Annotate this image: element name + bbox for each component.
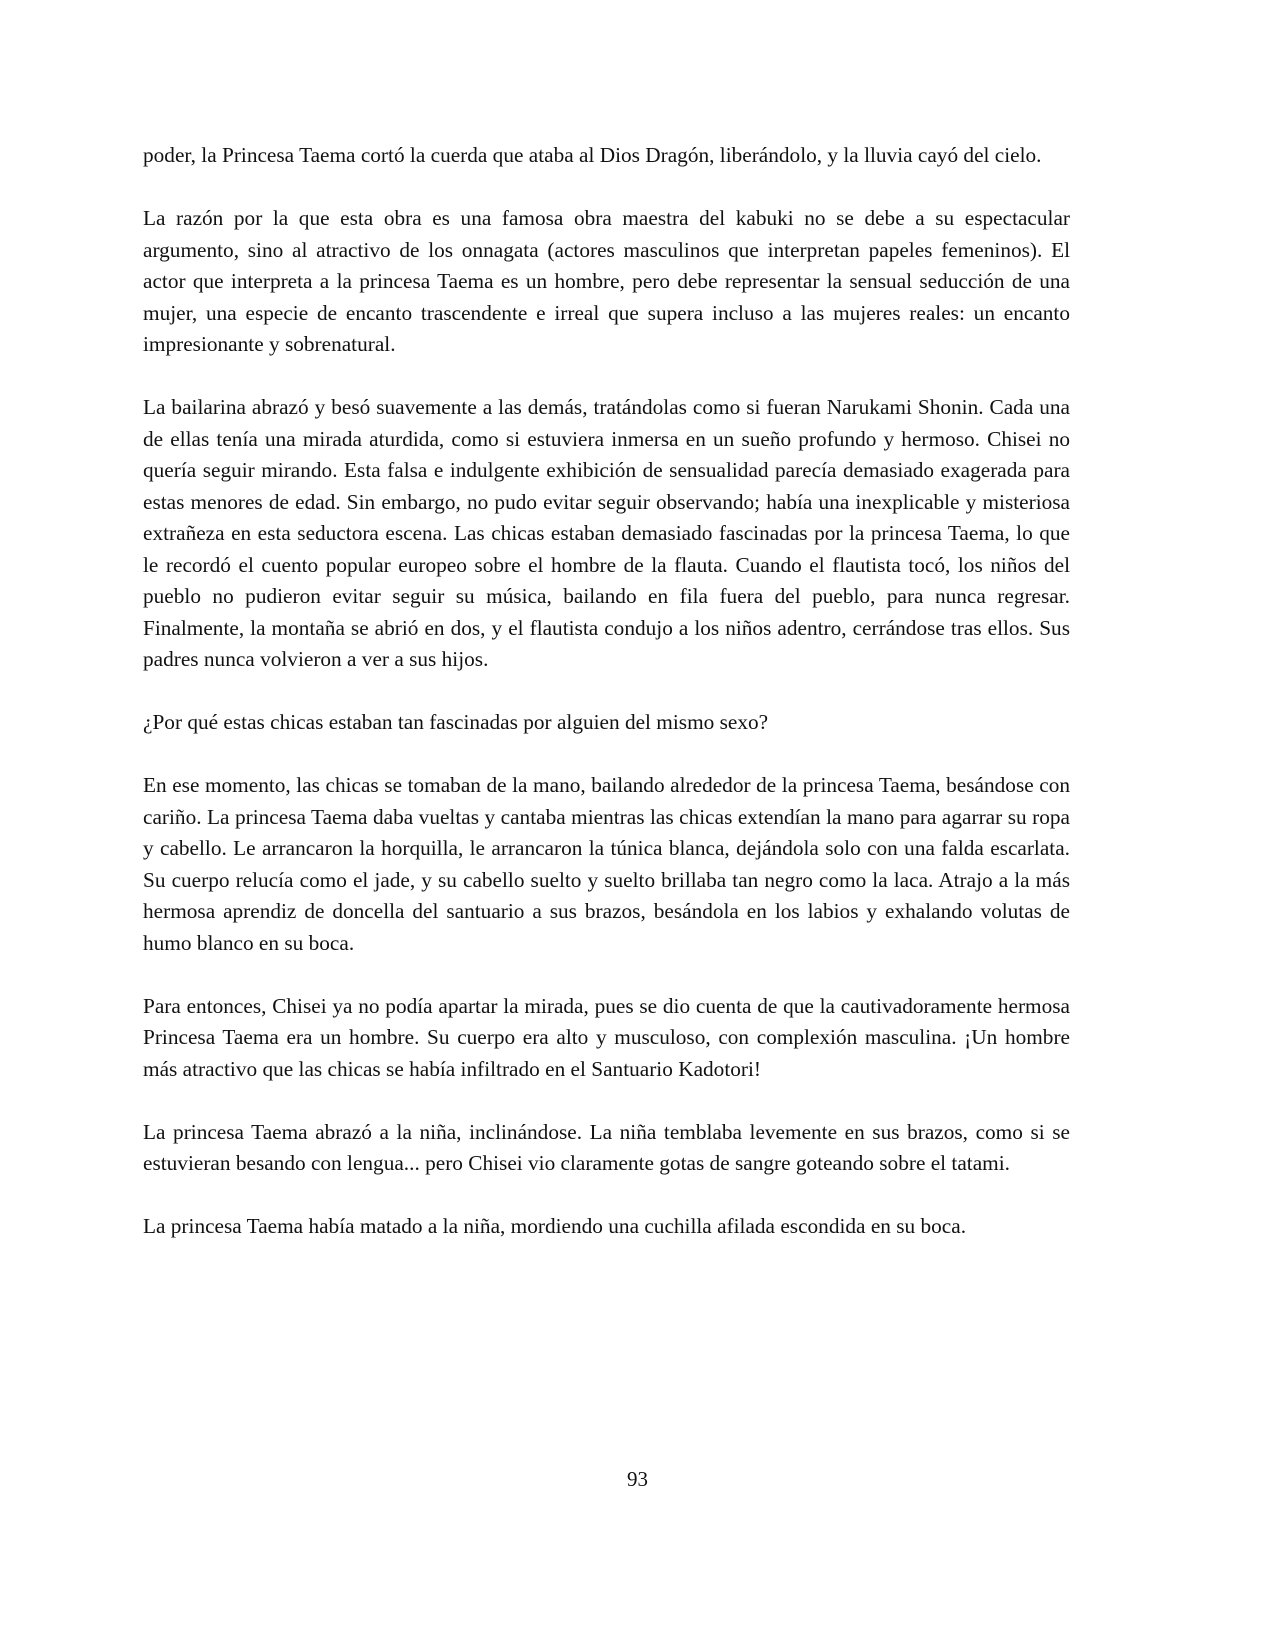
paragraph: La razón por la que esta obra es una famosa obra maestra del kabuki no se debe a su espectacular argumento, sino al atractivo de los onnagata (actores masculinos que interpretan papeles femeninos). El actor que interpreta a la princesa Taema es un hombre, pero debe representar la sensual seducción de una mujer, una especie de encanto trascendente e irreal que supera incluso a las mujeres reales: un encanto impresionante y sobrenatural. bbox=[143, 206, 1070, 356]
paragraph: La bailarina abrazó y besó suavemente a las demás, tratándolas como si fueran Narukami Shonin. Cada una de ellas tenía una mirada aturdida, como si estuviera inmersa en un sueño profundo y hermoso. Chisei no quería seguir mirando. Esta falsa e indulgente exhibición de sensualidad parecía demasiado exagerada para estas menores de edad. Sin embargo, no pudo evitar seguir observando; había una inexplicable y misteriosa extrañeza en esta seductora escena. Las chicas estaban demasiado fascinadas por la princesa Taema, lo que le recordó el cuento popular europeo sobre el hombre de la flauta. Cuando el flautista tocó, los niños del pueblo no pudieron evitar seguir su música, bailando en fila fuera del pueblo, para nunca regresar. Finalmente, la montaña se abrió en dos, y el flautista condujo a los niños adentro, cerrándose tras ellos. Sus padres nunca volvieron a ver a sus hijos. bbox=[143, 395, 1070, 671]
page-number: 93 bbox=[627, 1467, 648, 1491]
page-body bbox=[143, 140, 1070, 1274]
paragraph: En ese momento, las chicas se tomaban de la mano, bailando alrededor de la princesa Taema, besándose con cariño. La princesa Taema daba vueltas y cantaba mientras las chicas extendían la mano para agarrar su ropa y cabello. Le arrancaron la horquilla, le arrancaron la túnica blanca, dejándola solo con una falda escarlata. Su cuerpo relucía como el jade, y su cabello suelto y suelto brillaba tan negro como la laca. Atrajo a la más hermosa aprendiz de doncella del santuario a sus brazos, besándola en los labios y exhalando volutas de humo blanco en su boca. bbox=[143, 773, 1070, 955]
paragraph: La princesa Taema abrazó a la niña, inclinándose. La niña temblaba levemente en sus brazos, como si se estuvieran besando con lengua... pero Chisei vio claramente gotas de sangre goteando sobre el tatami. bbox=[143, 1119, 1070, 1175]
paragraph: poder, la Princesa Taema cortó la cuerda que ataba al Dios Dragón, liberándolo, y la lluvia cayó del cielo. bbox=[143, 143, 1042, 167]
paragraph: ¿Por qué estas chicas estaban tan fascinadas por alguien del mismo sexo? bbox=[143, 710, 769, 734]
paragraph: Para entonces, Chisei ya no podía apartar la mirada, pues se dio cuenta de que la cautivadoramente hermosa Princesa Taema era un hombre. Su cuerpo era alto y musculoso, con complexión masculina. ¡Un hombre más atractivo que las chicas se había infiltrado en el Santuario Kadotori! bbox=[143, 993, 1070, 1081]
paragraph: La princesa Taema había matado a la niña, mordiendo una cuchilla afilada escondida en su boca. bbox=[143, 1214, 967, 1238]
